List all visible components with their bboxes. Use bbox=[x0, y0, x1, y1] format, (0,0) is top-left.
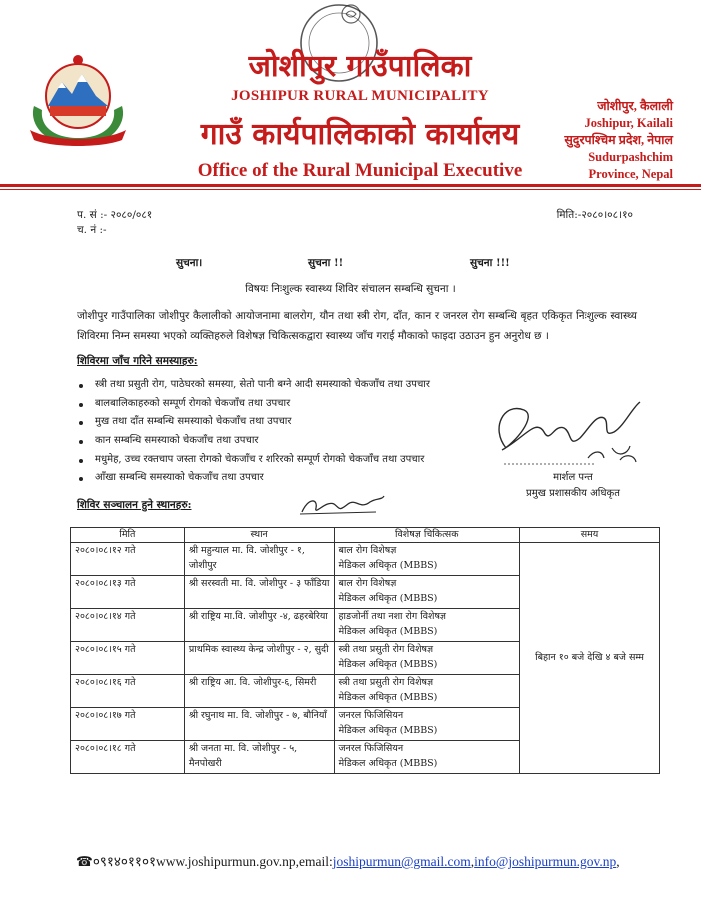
schedule-place: श्री रघुनाथ मा. वि. जोशीपुर - ७, बौनियाँ bbox=[184, 708, 334, 741]
reference-block bbox=[77, 208, 152, 238]
nepal-emblem-logo bbox=[22, 48, 134, 150]
schedule-place: श्री राष्ट्रिय आ. वि. जोशीपुर-६, सिमरी bbox=[184, 675, 334, 708]
signatory-title: प्रमुख प्रशासकीय अधिकृत bbox=[526, 488, 620, 499]
office-name-nepali: गाउँ कार्यपालिकाको कार्यालय bbox=[200, 117, 520, 152]
contact-footer bbox=[76, 852, 686, 870]
table-header-row bbox=[71, 528, 660, 543]
header-divider bbox=[0, 184, 701, 187]
schedule-doctor bbox=[334, 708, 520, 741]
column-header-place: स्थान bbox=[184, 528, 334, 543]
specialist: स्त्री तथा प्रसुती रोग विशेषज्ञ bbox=[338, 677, 434, 688]
column-header-time: समय bbox=[520, 528, 660, 543]
address-line: Sudurpashchim bbox=[588, 150, 673, 164]
list-item: आँखा सम्बन्धि समस्याको चेकजाँच तथा उपचार bbox=[77, 469, 507, 488]
letter-subject: विषयः निःशुल्क स्वास्थ्य शिविर संचालन सम्बन्धि सुचना । bbox=[245, 283, 456, 295]
officer-signature bbox=[484, 388, 654, 480]
column-header-date: मिति bbox=[71, 528, 185, 543]
separator: , bbox=[470, 854, 475, 869]
signatory-block bbox=[498, 470, 648, 502]
schedule-date: २०८०।०८।१४ गते bbox=[71, 609, 185, 642]
schedule-date: २०८०।०८।१५ गते bbox=[71, 642, 185, 675]
specialist: हाडजोर्नी तथा नशा रोग विशेषज्ञ bbox=[338, 611, 447, 622]
schedule-doctor bbox=[334, 543, 520, 576]
phone-number: ☎०९१४०११०१ bbox=[76, 854, 156, 869]
camp-schedule-table bbox=[70, 527, 660, 774]
medical-officer: मेडिकल अधिकृत (MBBS) bbox=[338, 691, 438, 703]
specialist: स्त्री तथा प्रसुती रोग विशेषज्ञ bbox=[338, 644, 434, 655]
schedule-place: श्री महुन्याल मा. वि. जोशीपुर - १, जोशीपुर bbox=[184, 543, 334, 576]
municipality-name-nepali: जोशीपुर गाउँपालिका bbox=[248, 49, 472, 84]
medical-officer: मेडिकल अधिकृत (MBBS) bbox=[338, 559, 438, 571]
schedule-place: श्री सरस्वती मा. वि. जोशीपुर - ३ फाँडिया bbox=[184, 576, 334, 609]
column-header-doctor: विशेषज्ञ चिकित्सक bbox=[334, 528, 520, 543]
schedule-date: २०८०।०८।१७ गते bbox=[71, 708, 185, 741]
medical-officer: मेडिकल अधिकृत (MBBS) bbox=[338, 658, 438, 670]
medical-officer: मेडिकल अधिकृत (MBBS) bbox=[338, 625, 438, 637]
specialist: जनरल फिजिसियन bbox=[338, 743, 404, 754]
medical-officer: मेडिकल अधिकृत (MBBS) bbox=[338, 724, 438, 736]
table-row bbox=[71, 543, 660, 576]
letter-body: जोशीपुर गाउँपालिका जोशीपुर कैलालीको आयोजनामा बालरोग, यौन तथा स्त्री रोग, दाँत, कान र जनरल रोग सम्बन्धि बृहत एकिकृत निःशुल्क स्वास्थ्य शिविरमा निम्न समस्या भएको व्यक्तिहरुले विशेषज्ञ चिकित्सकद्वारा स्वास्थ्य जाँच गराई मौकाको फाइदा उठाउन हुन अनुरोध छ । bbox=[77, 310, 637, 342]
schedule-date: २०८०।०८।१२ गते bbox=[71, 543, 185, 576]
schedule-place: प्राथमिक स्वास्थ्य केन्द्र जोशीपुर - २, सुदी bbox=[184, 642, 334, 675]
specialist: जनरल फिजिसियन bbox=[338, 710, 404, 721]
list-item: स्त्री तथा प्रसुती रोग, पाठेघरको समस्या, सेतो पानी बग्ने आदी समस्याको चेकजाँच तथा उपचार bbox=[77, 376, 507, 395]
header-divider-thin bbox=[0, 189, 701, 190]
schedule-date: २०८०।०८।१६ गते bbox=[71, 675, 185, 708]
medical-officer: मेडिकल अधिकृत (MBBS) bbox=[338, 592, 438, 604]
footer-end: , bbox=[616, 854, 620, 869]
venue-heading: शिविर सञ्चालन हुने स्थानहरु: bbox=[77, 499, 192, 511]
office-name-english: Office of the Rural Municipal Executive bbox=[197, 160, 523, 181]
notice-label-3: सुचना !!! bbox=[470, 257, 510, 269]
address-line: Joshipur, Kailali bbox=[584, 116, 673, 130]
second-signature bbox=[296, 490, 388, 518]
reference-number: प. सं :- २०८०/०८१ bbox=[77, 209, 153, 221]
schedule-date: २०८०।०८।१८ गते bbox=[71, 741, 185, 774]
specialist: बाल रोग विशेषज्ञ bbox=[338, 578, 397, 589]
schedule-doctor bbox=[334, 675, 520, 708]
email-link-info[interactable]: info@joshipurmun.gov.np bbox=[474, 854, 617, 869]
schedule-time bbox=[520, 543, 660, 774]
checkup-heading: शिविरमा जाँच गरिने समस्याहरु: bbox=[77, 355, 198, 367]
medical-officer: मेडिकल अधिकृत (MBBS) bbox=[338, 757, 438, 769]
schedule-doctor bbox=[334, 576, 520, 609]
schedule-place: श्री जनता मा. वि. जोशीपुर - ५, मैनपोखरी bbox=[184, 741, 334, 774]
schedule-doctor bbox=[334, 741, 520, 774]
address-line: Province, Nepal bbox=[588, 167, 673, 181]
municipality-name-english: JOSHIPUR RURAL MUNICIPALITY bbox=[231, 88, 489, 104]
specialist: बाल रोग विशेषज्ञ bbox=[338, 545, 397, 556]
address-line: सुदुरपश्चिम प्रदेश, नेपाल bbox=[564, 133, 673, 147]
notice-label-1: सुचना। bbox=[176, 257, 203, 269]
time-text: बिहान १० बजे देखि ४ बजे सम्म bbox=[535, 652, 644, 663]
address-line: जोशीपुर, कैलाली bbox=[597, 99, 673, 113]
list-item: मुख तथा दाँत सम्बन्धि समस्याको चेकजाँच तथा उपचार bbox=[77, 413, 507, 432]
dispatch-number: च. नं :- bbox=[77, 224, 107, 236]
schedule-doctor bbox=[334, 642, 520, 675]
email-link-gmail[interactable]: joshipurmun@gmail.com bbox=[332, 854, 471, 869]
list-item: बालबालिकाहरुको सम्पूर्ण रोगको चेकजाँच तथा उपचार bbox=[77, 395, 507, 414]
notice-label-2: सुचना !! bbox=[308, 257, 344, 269]
letter-date: मिति:-२०८०।०८।१० bbox=[556, 209, 633, 221]
schedule-date: २०८०।०८।१३ गते bbox=[71, 576, 185, 609]
list-item: कान सम्बन्धि समस्याको चेकजाँच तथा उपचार bbox=[77, 432, 507, 451]
signatory-name: मार्शल पन्त bbox=[553, 472, 593, 483]
schedule-doctor bbox=[334, 609, 520, 642]
checkup-list bbox=[77, 376, 507, 488]
list-item: मधुमेह, उच्च रक्तचाप जस्ता रोगको चेकजाँच र शरिरको सम्पूर्ण रोगको चेकजाँच तथा उपचार bbox=[77, 451, 507, 470]
office-address bbox=[513, 98, 673, 183]
website-link[interactable]: www.joshipurmun.gov.np,email: bbox=[156, 854, 333, 869]
schedule-place: श्री राष्ट्रिय मा.वि. जोशीपुर -४, ढहरबेरिया bbox=[184, 609, 334, 642]
